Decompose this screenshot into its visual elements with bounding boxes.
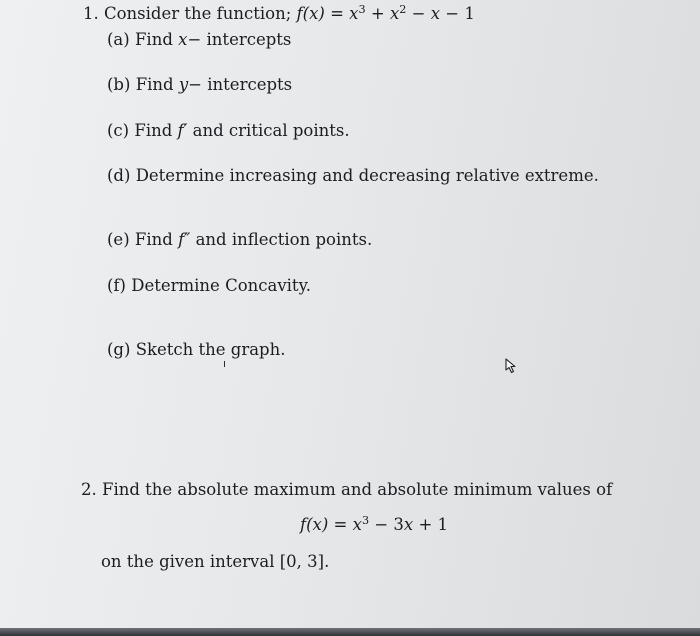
part-e: (e) Find f″ and inflection points.: [107, 230, 373, 249]
part-f: (f) Determine Concavity.: [107, 276, 311, 295]
problem-1-intro: Consider the function;: [104, 4, 292, 23]
pointer-cursor-icon: [505, 358, 519, 374]
part-b: (b) Find y− intercepts: [107, 75, 293, 94]
problem-1-function: $f(x) = x^3 + x^2 - x - 1$: [296, 2, 475, 23]
pen-mark: [224, 361, 225, 367]
problem-1-statement: [83, 4, 475, 24]
part-d: (d) Determine increasing and decreasing relative extreme.: [107, 166, 599, 185]
part-a: (a) Find x− intercepts: [107, 30, 292, 49]
part-c: (c) Find f′ and critical points.: [107, 121, 350, 140]
problem-2-interval: on the given interval [0, 3].: [101, 552, 330, 571]
problem-2-function: $f(x) = x^3 - 3x + 1$: [300, 513, 449, 534]
interval-value: [0, 3]: [279, 552, 325, 571]
problem-1-number: 1.: [83, 4, 99, 23]
screen-bottom-edge: [0, 628, 700, 636]
part-g: (g) Sketch the graph.: [107, 340, 286, 359]
problem-2-statement: [81, 480, 612, 500]
problem-2-text: Find the absolute maximum and absolute minimum values of: [102, 480, 613, 499]
problem-2-number: 2.: [81, 480, 97, 499]
